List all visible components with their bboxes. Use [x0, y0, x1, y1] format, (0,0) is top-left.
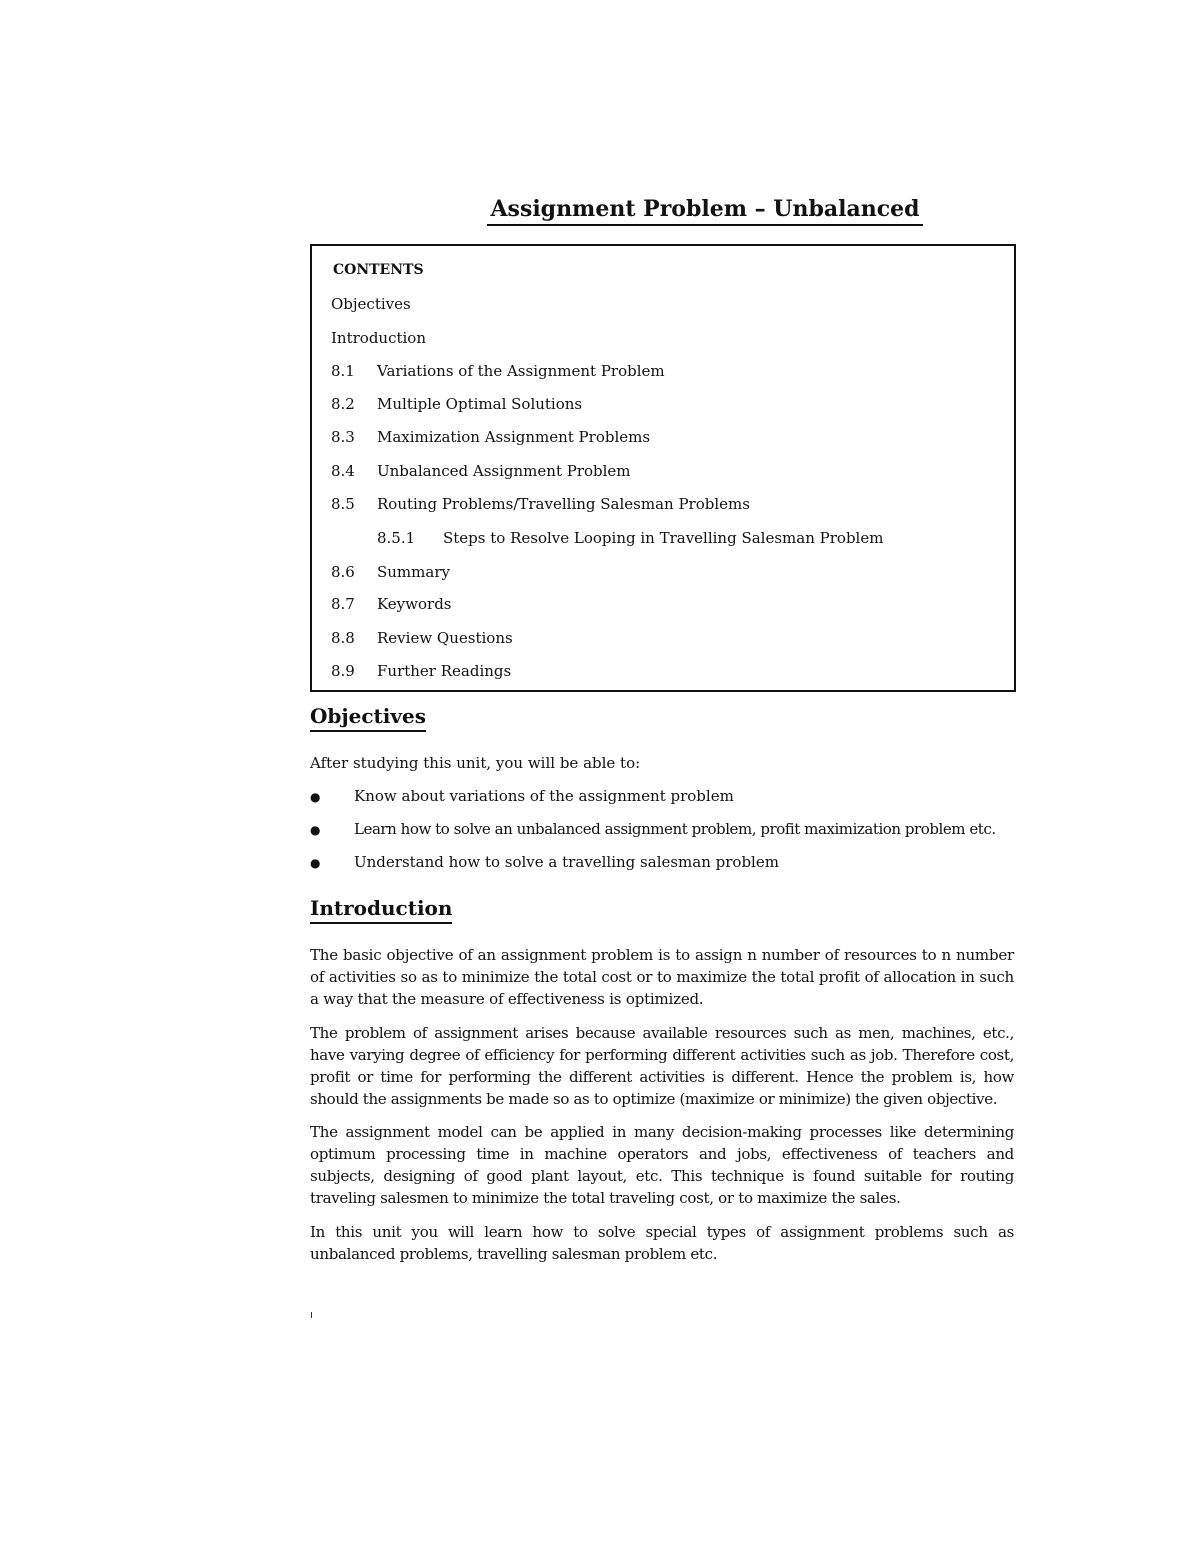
toc-item-number: 8.3: [331, 428, 355, 446]
objective-bullet: [310, 786, 1022, 807]
toc-item-label: Further Readings: [377, 662, 512, 680]
bullet-icon: ●: [310, 823, 321, 837]
bullet-icon: ●: [310, 856, 321, 870]
toc-item-8-5[interactable]: [331, 494, 750, 514]
contents-heading: CONTENTS: [333, 262, 424, 278]
toc-item-number: 8.9: [331, 662, 355, 680]
intro-paragraph: The assignment model can be applied in many decision-making processes like determining optimum processing time in machine operators and jobs, effectiveness of teachers and subjects, designing of good plant layout, etc. This technique is found suitable for routing traveling salesmen to minimize the total traveling cost, or to maximize the sales.: [310, 1123, 1014, 1207]
toc-item-number: 8.4: [331, 462, 355, 480]
objective-text: Understand how to solve a travelling salesman problem: [354, 853, 779, 871]
toc-item-number: 8.5: [331, 495, 355, 513]
toc-item-number: 8.8: [331, 629, 355, 647]
introduction-heading: Introduction: [310, 895, 452, 924]
toc-item-objectives[interactable]: [331, 294, 411, 314]
objective-bullet: [310, 819, 1022, 840]
toc-item-8-2[interactable]: [331, 394, 582, 414]
intro-paragraph: In this unit you will learn how to solve special types of assignment problems such as unbalanced problems, travelling salesman problem etc.: [310, 1223, 1014, 1263]
toc-item-number: 8.2: [331, 395, 355, 413]
toc-item-label: Objectives: [331, 295, 411, 313]
objective-bullet: [310, 852, 1022, 873]
toc-item-introduction[interactable]: [331, 328, 426, 348]
toc-item-number: 8.5.1: [377, 529, 416, 547]
toc-item-label: Variations of the Assignment Problem: [377, 362, 665, 380]
toc-item-8-6[interactable]: [331, 562, 450, 582]
toc-item-label: Maximization Assignment Problems: [377, 428, 651, 446]
toc-item-8-8[interactable]: [331, 628, 513, 648]
objective-text: Learn how to solve an unbalanced assignment problem, profit maximization problem etc.: [354, 820, 996, 838]
toc-item-number: 8.6: [331, 563, 355, 581]
toc-item-label: Summary: [377, 563, 450, 581]
toc-item-label: Steps to Resolve Looping in Travelling Salesman Problem: [443, 529, 884, 547]
toc-item-number: 8.7: [331, 595, 355, 613]
page-title: Assignment Problem – Unbalanced: [487, 194, 923, 226]
objectives-heading: Objectives: [310, 703, 426, 732]
toc-item-8-3[interactable]: [331, 427, 650, 447]
toc-item-8-4[interactable]: [331, 461, 631, 481]
toc-item-8-5-1[interactable]: [377, 528, 883, 548]
toc-item-8-7[interactable]: [331, 594, 452, 614]
page-mark: [311, 1312, 312, 1318]
toc-item-8-9[interactable]: [331, 661, 511, 681]
intro-paragraph: The problem of assignment arises because available resources such as men, machines, etc., have varying degree of efficiency for performing different activities such as job. Therefore cost, profit or time for performing the different activities is different. Hence the problem is, how should the assignments be made so as to optimize (maximize or minimize) the given objective.: [310, 1024, 1014, 1108]
toc-item-8-1[interactable]: [331, 361, 665, 381]
intro-paragraph: The basic objective of an assignment problem is to assign n number of resources to n number of activities so as to minimize the total cost or to maximize the total profit of allocation in such a way that the measure of effectiveness is optimized.: [310, 946, 1014, 1008]
toc-item-label: Introduction: [331, 329, 426, 347]
contents-box: [310, 244, 1016, 692]
objective-text: Know about variations of the assignment problem: [354, 787, 734, 805]
toc-item-label: Routing Problems/Travelling Salesman Problems: [377, 495, 750, 513]
toc-item-label: Review Questions: [377, 629, 513, 647]
toc-item-label: Unbalanced Assignment Problem: [377, 462, 631, 480]
toc-item-label: Keywords: [377, 595, 452, 613]
toc-item-label: Multiple Optimal Solutions: [377, 395, 583, 413]
bullet-icon: ●: [310, 790, 321, 804]
toc-item-number: 8.1: [331, 362, 355, 380]
objectives-intro: After studying this unit, you will be able to:: [310, 754, 641, 772]
